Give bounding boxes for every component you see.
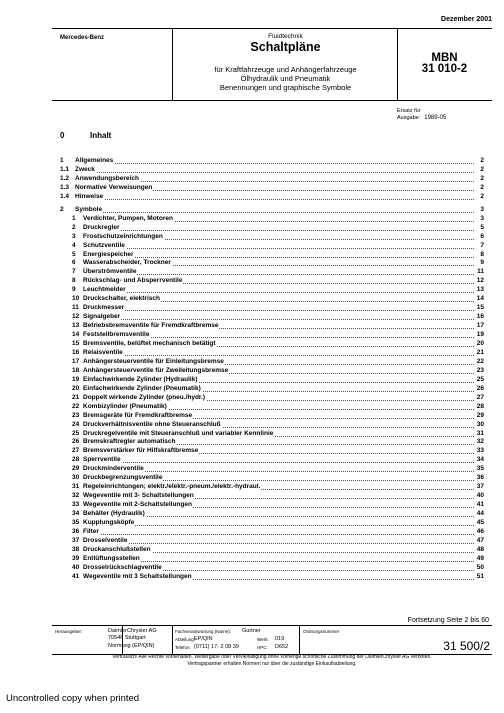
toc-entry[interactable] <box>60 304 484 312</box>
toc-number: 11 <box>72 304 79 312</box>
toc-entry[interactable] <box>60 340 484 348</box>
toc-label: Bremsgeräte für Fremdkraftbremse <box>83 411 193 419</box>
toc-page: 5 <box>480 223 484 231</box>
toc-entry[interactable] <box>60 385 484 393</box>
toc-label: Relaisventile <box>83 348 123 356</box>
toc-number: 30 <box>72 474 80 482</box>
toc-label: Drosselventile <box>83 536 128 544</box>
toc-number: 12 <box>72 313 80 321</box>
toc-label: Druckbegrenzungsventile <box>83 474 163 482</box>
toc-page: 46 <box>476 527 484 535</box>
replacement-info <box>397 108 446 122</box>
toc-entry[interactable] <box>60 157 484 165</box>
toc-label: Frostschutzeinrichtungen <box>83 232 163 240</box>
toc-entry[interactable] <box>60 447 484 455</box>
toc-label: Überströmventile <box>83 268 137 276</box>
toc-label: Bremsverstärker für Hilfskraftbremse <box>83 447 199 455</box>
toc-page: 41 <box>476 501 484 509</box>
toc-label: Zweck <box>75 165 95 173</box>
toc-leader <box>75 199 474 200</box>
toc-label: Druckregler <box>83 223 120 231</box>
toc-page: 13 <box>476 286 484 294</box>
toc-number: 22 <box>72 402 80 410</box>
toc-label: Regeleinrichtungen; elektr./elektr.-pneum./elektr.-hydraul. <box>83 483 261 491</box>
toc-page: 35 <box>476 465 484 473</box>
toc-label: Kupplungsköpfe <box>83 519 135 526</box>
toc-number: 18 <box>72 366 80 374</box>
subtitle-line: für Kraftfahrzeuge und Anhängerfahrzeuge <box>214 65 357 74</box>
toc-page: 17 <box>476 322 484 330</box>
toc-page: 32 <box>476 438 484 446</box>
toc-leader <box>83 230 474 231</box>
werk-label: Werk: <box>257 637 269 642</box>
toc-leader <box>83 319 474 320</box>
toc-label: Allgemeines <box>75 157 114 164</box>
toc-page: 6 <box>480 232 484 240</box>
herausgeber-line: DaimlerChrysler AG <box>108 628 157 634</box>
toc-entry[interactable] <box>60 322 484 330</box>
toc-number: 20 <box>72 384 80 392</box>
ausgabe-value: 1989-05 <box>424 115 447 121</box>
toc-entry[interactable] <box>60 465 484 473</box>
toc-page: 15 <box>476 304 484 312</box>
herausgeber-line: 70546 Stuttgart <box>108 635 146 641</box>
toc-page: 45 <box>476 519 484 526</box>
toc-number: 15 <box>72 340 80 347</box>
toc-page: 27 <box>476 393 484 401</box>
abteilung-label: Abteilung: <box>175 637 196 642</box>
toc-label: Druckmesser <box>83 304 125 312</box>
toc-leader <box>83 462 474 463</box>
toc-number: 26 <box>72 438 80 446</box>
toc-page: 25 <box>476 375 484 383</box>
toc-number: 1 <box>72 214 76 222</box>
toc-number: 25 <box>72 429 80 437</box>
toc-entry[interactable] <box>60 528 484 536</box>
werk-value: 019 <box>275 636 285 642</box>
toc-label: Einfachwirkende Zylinder (Hydraulik) <box>83 375 198 383</box>
toc-number: 21 <box>72 393 80 401</box>
toc-entry[interactable] <box>60 573 484 581</box>
toc-label: Kombizylinder (Pneumatik) <box>83 402 167 410</box>
toc-label: Verdichter, Pumpen, Motoren <box>83 214 173 222</box>
confidentiality-notice: Vertragspartner erhalten Normen nur über die zuständige Einkaufsabteilung. <box>187 661 357 667</box>
toc-entry[interactable] <box>60 376 484 384</box>
toc-entry[interactable] <box>60 175 484 183</box>
toc-entry[interactable] <box>60 268 484 276</box>
toc-entry[interactable] <box>60 224 484 232</box>
toc-label: Energiespeicher <box>83 250 134 258</box>
toc-page: 11 <box>477 268 484 276</box>
toc-leader <box>83 257 474 258</box>
toc-leader <box>83 561 474 562</box>
confidentiality-notice: Vertraulich! Alle Rechte vorbehalten. Weitergabe oder Vervielfältigung ohne vorherige schriftliche Zustimmung der DaimlerChrysler AG verboten. <box>112 654 432 660</box>
toc-label: Druckverhältnisventile ohne Steueranschluß <box>83 420 221 428</box>
header-top-rule <box>52 28 492 29</box>
toc-leader <box>83 534 474 535</box>
mbn-label: MBN <box>431 52 458 64</box>
abteilung-value: EP/QIN <box>194 636 213 642</box>
toc-entry[interactable] <box>60 421 484 429</box>
toc-number: 1.3 <box>60 183 70 191</box>
fach-label: Fachverantwortung (Name): <box>175 629 232 634</box>
toc-number: 1 <box>60 157 64 164</box>
toc-entry[interactable] <box>60 412 484 420</box>
toc-page: 40 <box>476 492 484 500</box>
issue-date: Dezember 2001 <box>441 16 492 23</box>
toc-entry[interactable] <box>60 492 484 500</box>
toc-label: Sperrventile <box>83 456 121 464</box>
toc-number: 37 <box>72 536 80 544</box>
toc-number: 38 <box>72 545 80 553</box>
toc-number: 39 <box>72 554 80 562</box>
toc-number: 1.1 <box>60 165 70 173</box>
toc-number: 27 <box>72 447 80 455</box>
toc-label: Druckanschlußstellen <box>83 545 151 553</box>
toc-number: 33 <box>72 501 80 509</box>
toc-leader <box>83 274 474 275</box>
toc-page: 47 <box>476 536 484 544</box>
section-number: 0 <box>60 131 65 140</box>
document-title: Schaltpläne <box>250 40 321 54</box>
toc-label: Symbole <box>75 205 103 213</box>
toc-label: Einfachwirkende Zylinder (Pneumatik) <box>83 384 201 392</box>
toc-entry[interactable] <box>60 349 484 357</box>
telefon-label: Telefon: <box>175 645 191 650</box>
toc-leader <box>83 292 474 293</box>
brand-name: Mercedes-Benz <box>60 35 105 41</box>
toc-entry[interactable] <box>60 242 484 250</box>
toc-label: Wegeventile mit 3- Schaltstellungen <box>83 492 194 500</box>
toc-page: 50 <box>476 563 484 571</box>
toc-label: Normative Verweisungen <box>75 183 153 191</box>
toc-number: 16 <box>72 348 80 356</box>
toc-page: 22 <box>476 357 484 365</box>
toc-number: 9 <box>72 286 76 294</box>
toc-entry[interactable] <box>60 456 484 464</box>
toc-leader <box>83 310 474 311</box>
toc-number: 29 <box>72 465 80 473</box>
toc-entry[interactable] <box>60 184 484 192</box>
toc-page: 9 <box>480 259 484 267</box>
ersatz-label: Ersatz für <box>397 108 421 114</box>
toc-number: 17 <box>72 357 80 365</box>
fach-value: Gurtner <box>242 628 261 634</box>
toc-page: 26 <box>476 384 484 392</box>
toc-leader <box>83 355 474 356</box>
toc-entry[interactable] <box>60 367 484 375</box>
toc-number: 10 <box>72 295 80 303</box>
toc-entry[interactable] <box>60 233 484 241</box>
toc-number: 41 <box>72 572 80 580</box>
toc-page: 34 <box>476 456 484 464</box>
toc-label: Entlüftungsstellen <box>83 554 140 562</box>
toc-entry[interactable] <box>60 331 484 339</box>
toc-page: 31 <box>476 429 484 437</box>
toc-label: Bremskraftregler automatisch <box>83 438 176 446</box>
toc-page: 2 <box>480 183 484 191</box>
toc-entry[interactable] <box>60 474 484 482</box>
toc-entry[interactable] <box>60 483 484 491</box>
toc-entry[interactable] <box>60 277 484 285</box>
toc-label: Signalgeber <box>83 313 121 321</box>
toc-label: Bremsventile, belüftet mechanisch betätigt <box>83 340 216 347</box>
toc-page: 49 <box>476 554 484 562</box>
toc-entry[interactable] <box>60 215 484 223</box>
toc-entry[interactable] <box>60 546 484 554</box>
ausgabe-label: Ausgabe: <box>397 115 421 121</box>
toc-entry[interactable] <box>60 358 484 366</box>
toc-label: Anhängersteuerventile für Zweileitungsbremse <box>83 366 229 374</box>
toc-entry[interactable] <box>60 537 484 545</box>
footer-box <box>52 625 492 655</box>
toc-page: 2 <box>480 165 484 173</box>
toc-entry[interactable] <box>60 501 484 509</box>
toc-label: Leuchtmelder <box>83 286 126 294</box>
toc-leader <box>83 525 474 526</box>
herausgeber-label: Herausgeber: <box>55 629 83 634</box>
toc-number: 4 <box>72 241 76 249</box>
subtitle-line: Benennungen und graphische Symbole <box>219 83 352 92</box>
subtitle-line: Ölhydraulik und Pneumatik <box>240 74 331 83</box>
toc-number: 7 <box>72 268 76 276</box>
toc-entry[interactable] <box>60 259 484 267</box>
toc-page: 8 <box>480 250 484 258</box>
toc-page: 29 <box>476 411 484 419</box>
toc-number: 36 <box>72 527 80 535</box>
mbn-number: 31 010-2 <box>421 63 468 75</box>
toc-leader <box>83 543 474 544</box>
toc-number: 28 <box>72 456 80 464</box>
toc-leader <box>83 248 474 249</box>
toc-number: 1.4 <box>60 192 70 200</box>
toc-label: Anwendungsbereich <box>75 174 139 182</box>
toc-label: Druckregelventile mit Steueranschluß und variabler Kennlinie <box>83 429 274 437</box>
toc-page: 44 <box>476 510 484 518</box>
toc-number: 2 <box>60 205 64 213</box>
toc-page: 12 <box>476 277 484 285</box>
toc-page: 16 <box>476 313 484 321</box>
section-heading: Inhalt <box>90 131 112 140</box>
toc-label: Druckschalter, elektrisch <box>83 295 160 303</box>
toc-label: Betriebsbremsventile für Fremdkraftbremse <box>83 322 219 330</box>
toc-page: 3 <box>480 214 484 222</box>
toc-page: 48 <box>476 545 484 553</box>
toc-page: 7 <box>480 241 484 249</box>
toc-label: Wasserabscheider, Trockner <box>83 259 171 267</box>
footer-divider <box>299 626 300 654</box>
toc-label: Schutzventile <box>83 241 125 249</box>
toc-page: 14 <box>476 295 484 303</box>
toc-number: 13 <box>72 322 80 330</box>
toc-label: Wegeventile mit 2-Schaltstellungen <box>83 501 192 509</box>
footer-divider <box>172 626 173 654</box>
toc-page: 21 <box>476 348 484 356</box>
toc-entry[interactable] <box>60 166 484 174</box>
ausgabe-row <box>397 115 446 122</box>
toc-page: 28 <box>476 402 484 410</box>
toc-entry[interactable] <box>60 313 484 321</box>
toc-number: 35 <box>72 519 80 526</box>
toc-number: 34 <box>72 510 80 518</box>
category-label: Fluidtechnik <box>268 33 303 40</box>
toc-entry[interactable] <box>60 394 484 402</box>
hpc-value: D652 <box>275 644 289 650</box>
toc-entry[interactable] <box>60 430 484 438</box>
toc-leader <box>75 163 474 164</box>
toc-number: 1.2 <box>60 174 70 182</box>
toc-number: 19 <box>72 375 80 383</box>
toc-page: 2 <box>480 174 484 182</box>
toc-leader <box>75 172 474 173</box>
toc-number: 24 <box>72 420 80 428</box>
toc-page: 19 <box>476 331 484 339</box>
hpc-label: HPC: <box>257 645 268 650</box>
toc-label: Anhängersteuerventile für Einleitungsbremse <box>83 357 224 365</box>
toc-label: Hinweise <box>75 192 104 200</box>
telefon-value: (0711) 17- 2 08 39 <box>194 644 239 650</box>
toc-number: 2 <box>72 223 76 231</box>
toc-number: 23 <box>72 411 80 419</box>
toc-entry[interactable] <box>60 438 484 446</box>
toc-entry[interactable] <box>60 251 484 259</box>
continuation-note: Fortsetzung Seite 2 bis 60 <box>407 617 489 624</box>
toc-page: 30 <box>476 420 484 428</box>
toc-page: 2 <box>480 192 484 200</box>
toc-entry[interactable] <box>60 206 484 214</box>
toc-number: 6 <box>72 259 76 267</box>
toc-page: 51 <box>476 572 484 580</box>
toc-number: 5 <box>72 250 76 258</box>
toc-page: 37 <box>476 483 484 491</box>
toc-number: 3 <box>72 232 76 240</box>
toc-label: Feststellbremsventile <box>83 331 150 339</box>
toc-number: 31 <box>72 483 80 491</box>
toc-number: 14 <box>72 331 80 339</box>
toc-entry[interactable] <box>60 510 484 518</box>
toc-label: Behälter (Hydraulik) <box>83 510 145 518</box>
toc-entry[interactable] <box>60 564 484 572</box>
toc-leader <box>75 212 474 213</box>
toc-page: 36 <box>476 474 484 482</box>
toc-entry[interactable] <box>60 286 484 294</box>
toc-page: 33 <box>476 447 484 455</box>
toc-number: 8 <box>72 277 76 285</box>
toc-entry[interactable] <box>60 295 484 303</box>
toc-entry[interactable] <box>60 193 484 201</box>
uncontrolled-copy-notice: Uncontrolled copy when printed <box>6 693 140 704</box>
toc-entry[interactable] <box>60 403 484 411</box>
ordnung-label: Ordnungsnummer <box>303 629 340 634</box>
toc-page: 20 <box>476 340 484 347</box>
toc-page: 3 <box>480 205 484 213</box>
toc-number: 40 <box>72 563 80 571</box>
page-reference: 31 500/2 <box>443 639 490 653</box>
toc-number: 32 <box>72 492 80 500</box>
herausgeber-line: Normung (EP/QIN) <box>108 643 155 649</box>
toc-label: Rückschlag- und Absperrventile <box>83 277 183 285</box>
toc-label: Doppelt wirkende Zylinder (pneu./hydr.) <box>83 393 206 401</box>
toc-label: Druckminderventile <box>83 465 144 473</box>
toc-label: Drosselrückschlagventile <box>83 563 162 571</box>
toc-entry[interactable] <box>60 555 484 563</box>
toc-page: 2 <box>480 157 484 164</box>
toc-label: Wegeventile mit 3 Schaltstellungen <box>83 572 192 580</box>
toc-page: 23 <box>476 366 484 374</box>
toc-label: Filter <box>83 527 99 535</box>
toc-entry[interactable] <box>60 519 484 527</box>
